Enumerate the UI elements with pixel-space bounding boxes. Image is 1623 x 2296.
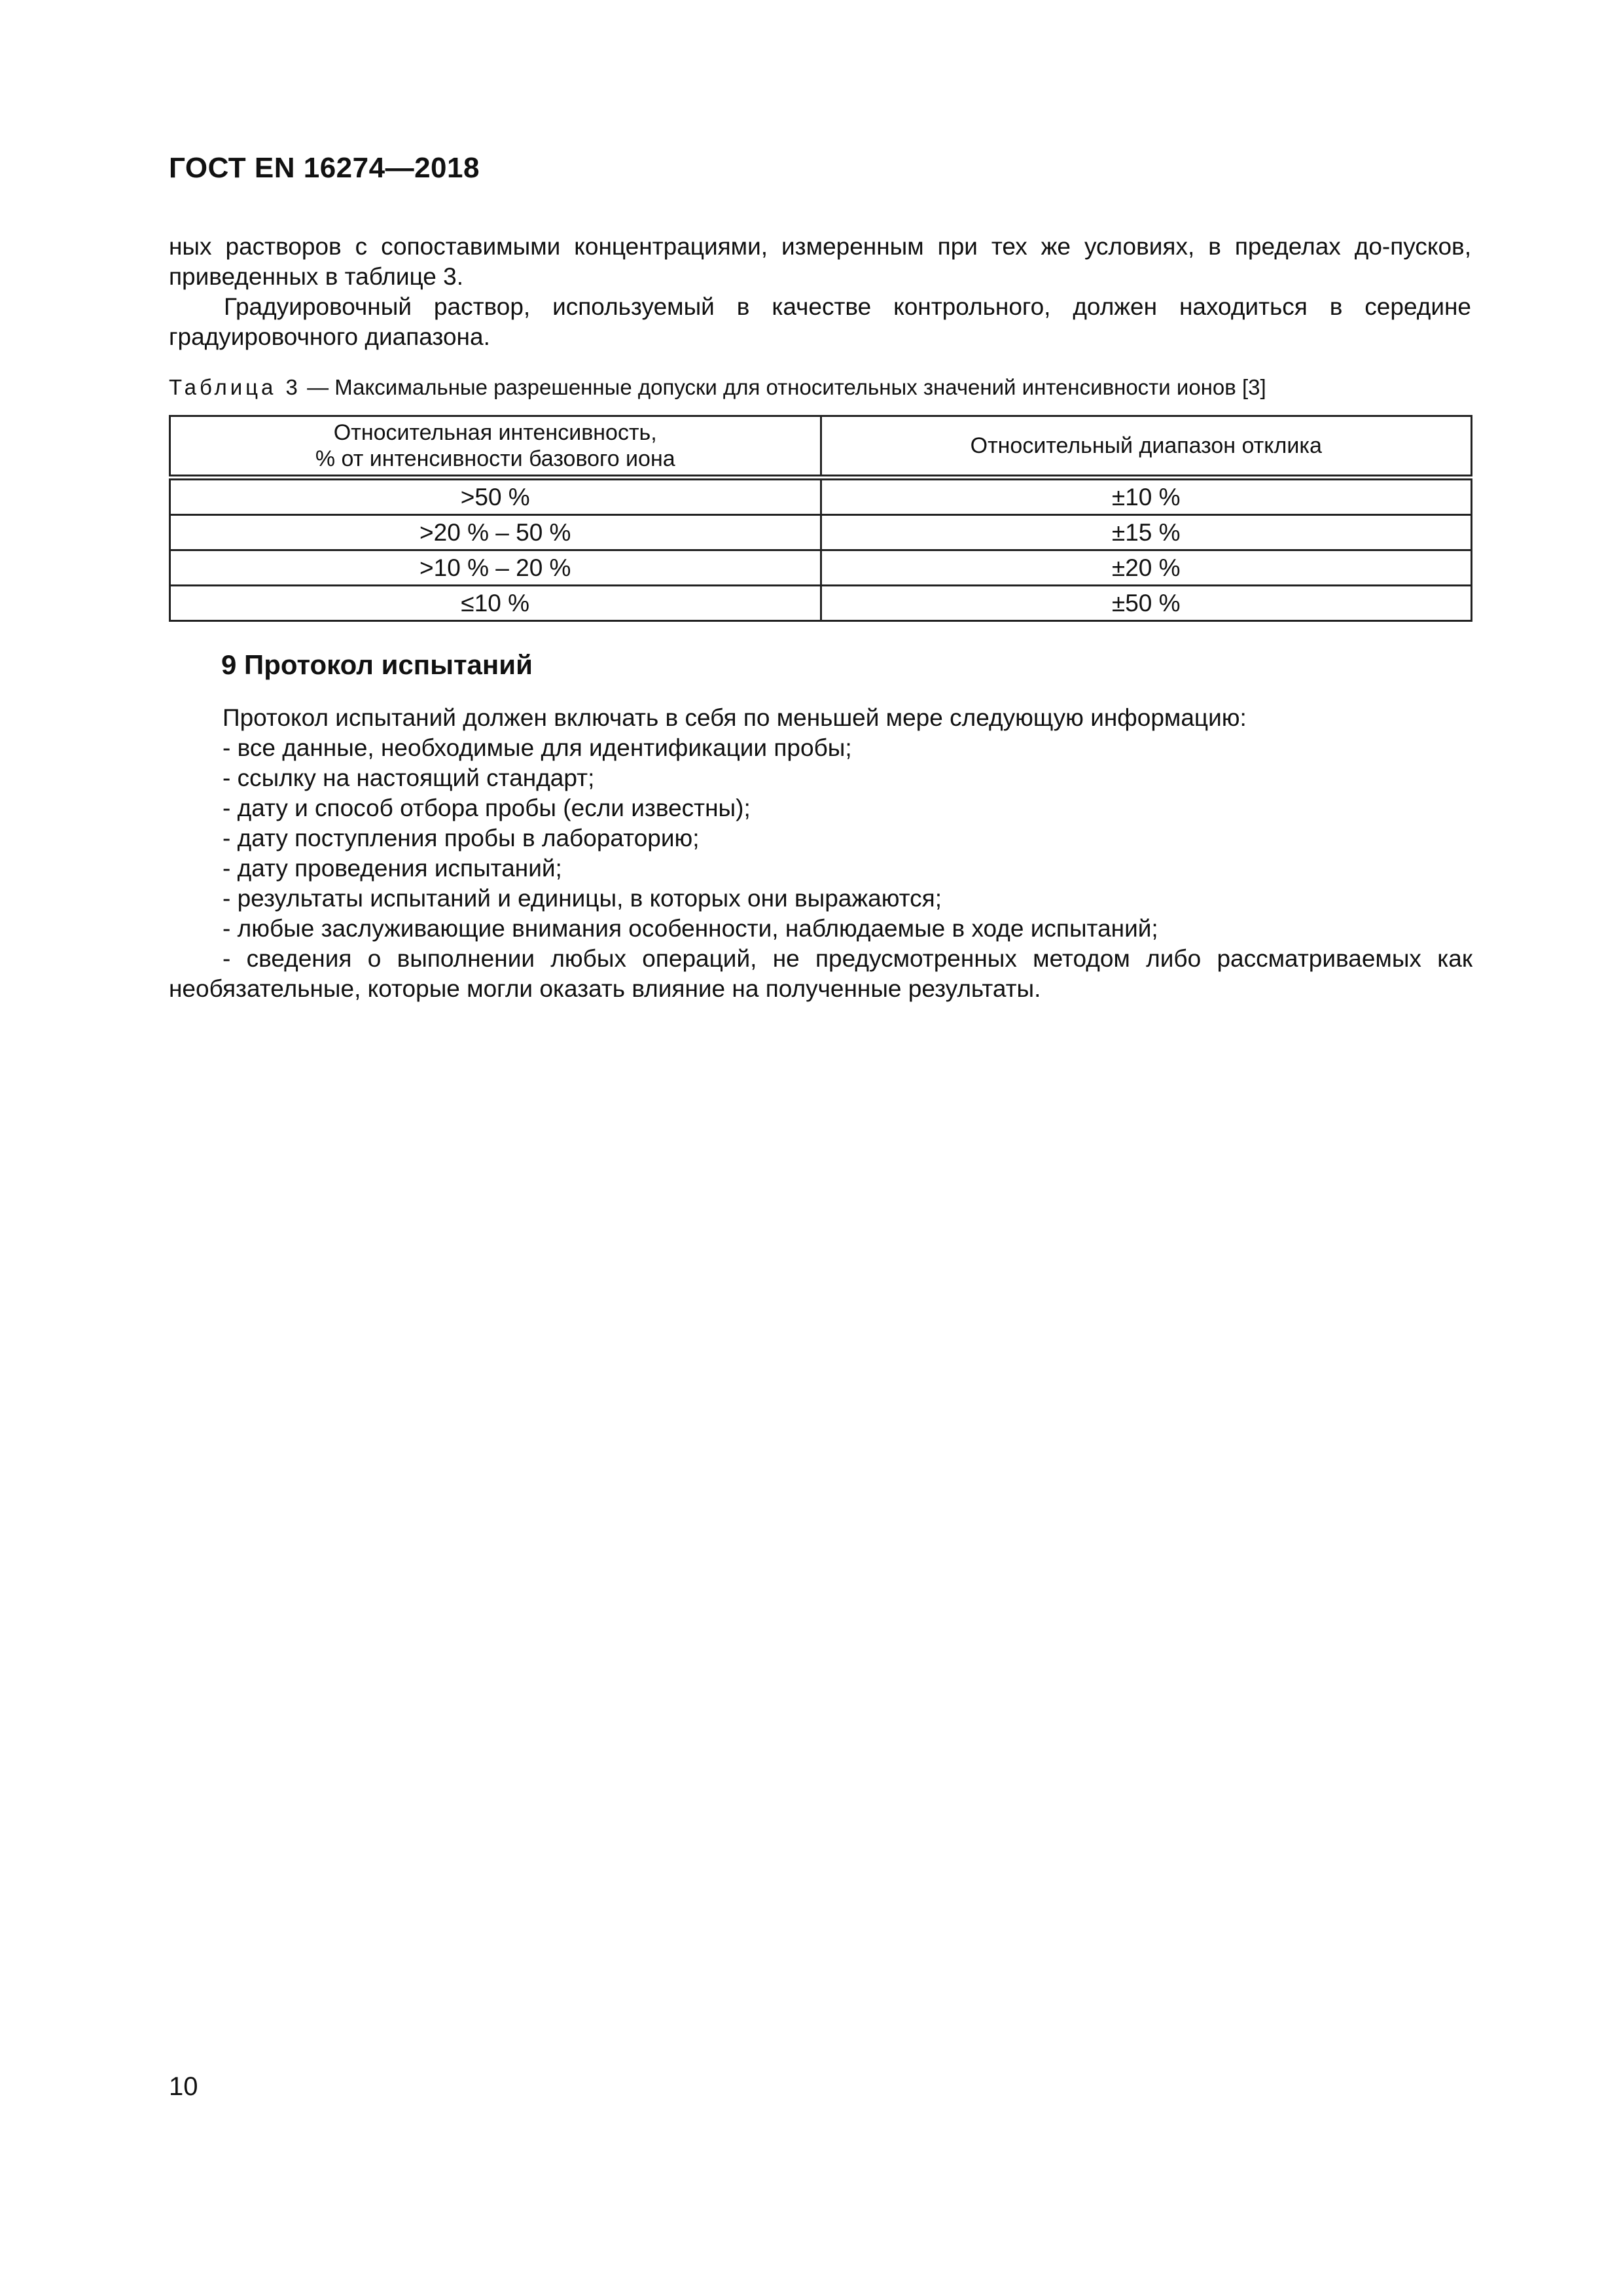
table-row [170,550,1472,586]
intro-text-block [169,232,1471,352]
table-header-response-range: Относительный диапазон отклика [821,416,1472,478]
document-header-title: ГОСТ EN 16274—2018 [169,152,480,184]
table-caption-label: Таблица 3 [169,375,301,399]
table-caption [169,373,1266,402]
section-body [169,703,1472,1004]
list-item: - ссылку на настоящий стандарт; [223,764,595,791]
table-cell-intensity: >20 % – 50 % [170,515,821,550]
list-item: - дату и способ отбора пробы (если известны); [223,795,751,821]
table-caption-text: — Максимальные разрешенные допуски для относительных значений интенсивности ионов [3] [300,375,1266,399]
table-cell-tolerance: ±20 % [821,550,1472,586]
table-row [170,478,1472,515]
section-heading: 9 Протокол испытаний [221,649,533,680]
table-cell-tolerance: ±50 % [821,586,1472,621]
section-intro: Протокол испытаний должен включать в себя по меньшей мере следующую информацию: [223,704,1247,731]
list-item: - дату проведения испытаний; [223,855,562,882]
list-item: - дату поступления пробы в лабораторию; [223,825,700,852]
list-item: - результаты испытаний и единицы, в которых они выражаются; [223,885,942,912]
list-item: - любые заслуживающие внимания особенности, наблюдаемые в ходе испытаний; [223,915,1158,942]
table-cell-intensity: >50 % [170,478,821,515]
intro-paragraph-1: ных растворов с сопоставимыми концентрациями, измеренным при тех же условиях, в пределах до-пусков, приведенных в таблице 3. [169,233,1471,290]
table-header-relative-intensity: Относительная интенсивность, % от интенсивности базового иона [170,416,821,478]
report-requirements-list [169,733,1472,1004]
table-row [170,586,1472,621]
intro-paragraph-2: Градуировочный раствор, используемый в качестве контрольного, должен находиться в середине градуировочного диапазона. [169,293,1471,350]
list-item: - все данные, необходимые для идентификации пробы; [223,734,852,761]
table-cell-intensity: >10 % – 20 % [170,550,821,586]
page-number: 10 [169,2072,198,2101]
table-cell-intensity: ≤10 % [170,586,821,621]
list-item: - сведения о выполнении любых операций, не предусмотренных методом либо рассматриваемых как необязательные, которые могли оказать влияние на полученные результаты. [169,945,1472,1002]
tolerance-table [169,415,1472,622]
table-row [170,515,1472,550]
table-header-row [170,416,1472,478]
table-cell-tolerance: ±15 % [821,515,1472,550]
table-cell-tolerance: ±10 % [821,478,1472,515]
